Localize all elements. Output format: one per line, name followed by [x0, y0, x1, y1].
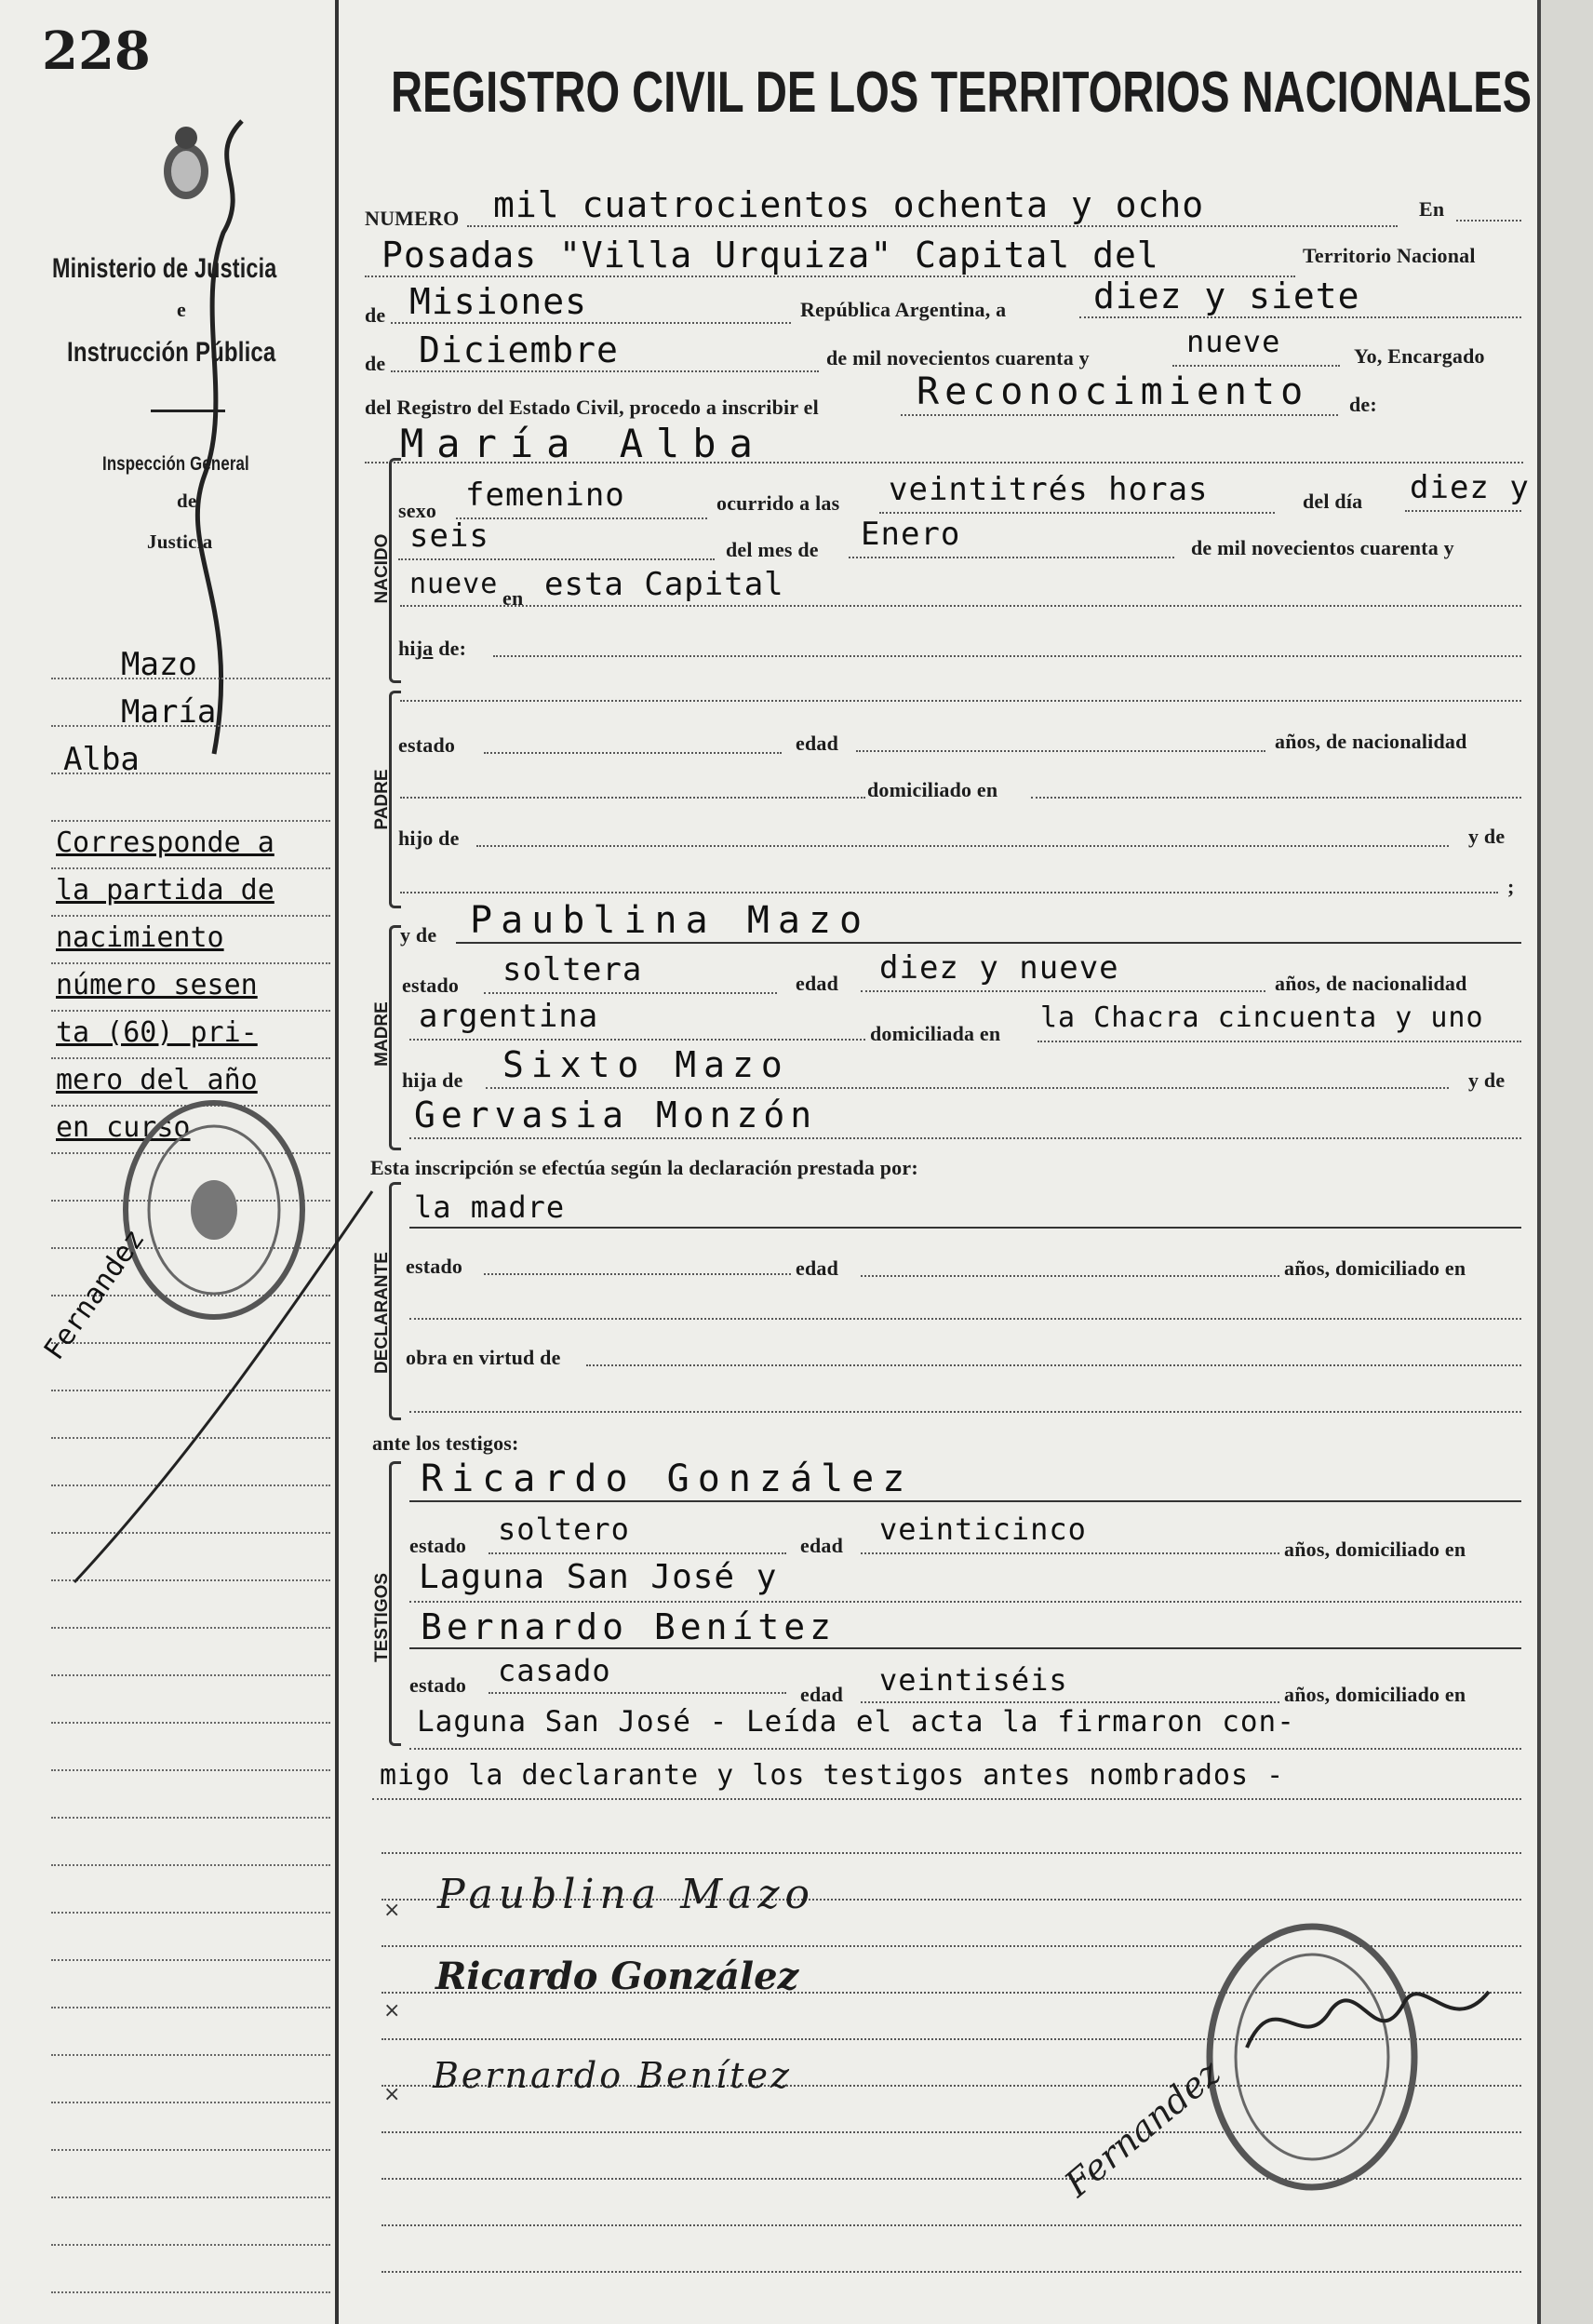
margin-rule-line [51, 2244, 330, 2246]
registrar-scribble [1238, 1964, 1498, 2075]
margin-rule-line [51, 1817, 330, 1819]
day-dots [1079, 316, 1521, 318]
signature-rule-line [382, 2271, 1521, 2273]
t1-anos-label: años, domiciliado en [1284, 1538, 1466, 1561]
padre-section-label: PADRE [372, 769, 392, 830]
margin-rule-line [51, 2054, 330, 2056]
lugar-value: esta Capital [544, 566, 784, 603]
padre-domiciliado-label: domiciliado en [867, 778, 998, 801]
margin-note-line: en curso [56, 1111, 191, 1144]
declarante-name-rule [409, 1227, 1521, 1229]
de-label: de [365, 303, 386, 327]
margin-rule-line [51, 1959, 330, 1961]
numero-label: NUMERO [365, 207, 460, 230]
margin-name-line3: Alba [63, 741, 140, 778]
madre-name-rule [456, 942, 1521, 944]
signature-ricardo: Ricardo González [435, 1955, 799, 1998]
madre-estado-dots [484, 992, 777, 994]
padre-edad-dots [856, 750, 1265, 752]
padre-estado-label: estado [398, 733, 456, 757]
madre-domicilio-value: la Chacra cincuenta y uno [1040, 1001, 1484, 1034]
dia-value-2: seis [409, 517, 489, 555]
padre-top-dots [400, 700, 1521, 702]
margin-rule-line [51, 2007, 330, 2008]
lugar-dots [400, 605, 1521, 607]
t1-edad-dots [861, 1552, 1279, 1554]
nacido-en-label: en [502, 586, 524, 610]
registro-label: del Registro del Estado Civil, procedo a inscribir el [365, 396, 819, 419]
declarante-edad-label: edad [796, 1256, 839, 1280]
nacido-section-label: NACIDO [372, 533, 392, 604]
inspection-line2: de [177, 490, 197, 512]
padre-nac-dots [400, 797, 865, 799]
t1-name-rule [409, 1500, 1521, 1502]
right-binding-strip [1541, 0, 1593, 2324]
madre-yde-label: y de [400, 923, 437, 947]
padre-dom-dots [1031, 797, 1521, 799]
t2-edad-label: edad [800, 1683, 844, 1706]
madre-edad-label: edad [796, 972, 839, 995]
t1-dom-dots [409, 1601, 1521, 1603]
year-value: nueve [1186, 324, 1281, 359]
en-dots [1456, 220, 1521, 222]
margin-diagonal-stroke [56, 1173, 382, 1601]
sig-mark-1: × [383, 1899, 401, 1922]
de2-label: de [365, 352, 386, 375]
republica-label: República Argentina, a [800, 298, 1007, 321]
madre-anos-label: años, de nacionalidad [1275, 972, 1467, 995]
sig-mark-3: × [383, 2083, 401, 2106]
padre-semicolon: ; [1507, 875, 1515, 898]
t2-estado-label: estado [409, 1673, 467, 1697]
hijo-dots [493, 655, 1521, 657]
act-value: Reconocimiento [917, 370, 1309, 413]
numero-dots [467, 225, 1398, 227]
margin-rule-line [51, 820, 330, 822]
declarante-dom-dots [409, 1318, 1521, 1320]
madre-dom-dots [1037, 1041, 1521, 1042]
t1-domicilio-value: Laguna San José y [419, 1558, 778, 1596]
month-value: Diciembre [419, 329, 619, 370]
margin-rule-line [51, 2102, 330, 2103]
padre-edad-label: edad [796, 732, 839, 755]
margin-rule-line [51, 1674, 330, 1676]
padre-estado-dots [484, 752, 782, 754]
dia-value-1: diez y [1410, 469, 1530, 506]
year-label: de mil novecientos cuarenta y [826, 346, 1090, 369]
page-title: REGISTRO CIVIL DE LOS TERRITORIOS NACIONALES [391, 60, 1533, 125]
padre-end-dots [400, 892, 1498, 893]
sig-mark-2: × [383, 1999, 401, 2022]
signature-paublina: Paublina Mazo [437, 1871, 816, 1918]
margin-name-line1: Mazo [121, 646, 197, 683]
declarante-nombre-value: la madre [414, 1189, 566, 1225]
madre-edad-value: diez y nueve [879, 949, 1119, 987]
ministry-and: e [177, 298, 186, 321]
madre-madre-value: Gervasia Monzón [414, 1095, 818, 1135]
mes-label: del mes de [726, 538, 819, 561]
t2-edad-value: veintiséis [879, 1662, 1068, 1698]
margin-rule-line [51, 2149, 330, 2151]
t1-edad-label: edad [800, 1534, 844, 1557]
madre-section-label: MADRE [372, 1001, 392, 1067]
en-label: En [1419, 197, 1445, 221]
sexo-label: sexo [398, 499, 437, 522]
testigos-section-label: TESTIGOS [372, 1572, 392, 1662]
margin-note-line: ta (60) pri- [56, 1016, 258, 1049]
t1-edad-value: veinticinco [879, 1511, 1087, 1547]
inspection-line3: Justicia [147, 531, 213, 553]
dia2-dots [398, 558, 715, 560]
madre-hija-dots [486, 1087, 1449, 1089]
territory-value: Misiones [409, 281, 588, 322]
ministry-line2: Instrucción Pública [67, 337, 276, 368]
nacido-year-label: de mil novecientos cuarenta y [1191, 536, 1454, 559]
nacido-year-value: nueve [409, 568, 499, 600]
hora-value: veintitrés horas [889, 471, 1209, 508]
margin-note-line: mero del año [56, 1064, 258, 1096]
ministry-divider [151, 410, 225, 412]
person-name: María Alba [400, 421, 766, 466]
margin-note-line: la partida de [56, 874, 274, 907]
place-value: Posadas "Villa Urquiza" Capital del [382, 235, 1159, 275]
sexo-dots [456, 517, 707, 519]
margin-rule-line [51, 2291, 330, 2293]
madre-nac-dots [409, 1039, 865, 1041]
madre-yde2-label: y de [1468, 1068, 1506, 1092]
numero-value: mil cuatrocientos ochenta y ocho [493, 184, 1205, 225]
declarante-estado-label: estado [406, 1255, 463, 1278]
signature-registrar: Fernandez [1056, 2051, 1228, 2205]
mes-value: Enero [861, 516, 961, 553]
inspection-line1: Inspección General [102, 453, 249, 475]
margin-note-line: nacimiento [56, 921, 224, 954]
mes-dots [849, 557, 1174, 558]
closing-dots [372, 1798, 1521, 1800]
padre-hijo-label: hijo de [398, 826, 460, 850]
act-dots [901, 414, 1338, 416]
margin-stamp-signature: Fernandez [37, 1223, 152, 1366]
dia-dots [1405, 510, 1521, 512]
declaracion-label: Esta inscripción se efectúa según la declaración prestada por: [370, 1156, 918, 1179]
signature-rule-line [382, 1852, 1521, 1854]
margin-name-line2: María [121, 693, 217, 731]
declarante-end-dots [409, 1411, 1521, 1413]
hijo-suffix: a [422, 637, 434, 660]
madre-domiciliada-label: domiciliada en [870, 1022, 1001, 1045]
territory-dots [391, 322, 791, 324]
month-dots [391, 370, 819, 372]
margin-rule-line [51, 1627, 330, 1629]
padre-hijo-dots [476, 845, 1449, 847]
margin-divider [335, 0, 339, 2324]
de3-label: de: [1349, 393, 1377, 416]
padre-yde-label: y de [1468, 825, 1506, 848]
day-value: diez y siete [1093, 275, 1360, 316]
t1-estado-label: estado [409, 1534, 467, 1557]
t2-domicilio-value: Laguna San José - Leída el acta la firmaron con- [417, 1705, 1295, 1739]
dia-label: del día [1303, 490, 1363, 513]
t2-dom-dots [409, 1748, 1521, 1750]
margin-rule-line [51, 1912, 330, 1914]
signature-bernardo: Bernardo Benítez [433, 2055, 792, 2096]
madre-nombre-value: Paublina Mazo [470, 899, 871, 942]
padre-anos-label: años, de nacionalidad [1275, 730, 1467, 753]
ministry-line1: Ministerio de Justicia [52, 253, 277, 284]
margin-rule-line [51, 1769, 330, 1771]
t2-estado-value: casado [498, 1653, 611, 1688]
madre-estado-label: estado [402, 974, 460, 997]
hijo-label [398, 637, 466, 661]
madre-estado-value: soltera [502, 951, 643, 988]
declarante-obra-label: obra en virtud de [406, 1346, 561, 1369]
territorio-label: Territorio Nacional [1303, 244, 1476, 267]
hora-dots [879, 512, 1275, 514]
declarante-section-label: DECLARANTE [372, 1252, 392, 1374]
t1-nombre-value: Ricardo González [421, 1458, 914, 1500]
margin-note-line: Corresponde a [56, 826, 274, 859]
madre-hija-label: hija de [402, 1068, 463, 1092]
madre-nacionalidad-value: argentina [419, 998, 599, 1035]
declarante-anos-label: años, domiciliado en [1284, 1256, 1466, 1280]
testigos-label: ante los testigos: [372, 1431, 519, 1455]
closing-text: migo la declarante y los testigos antes nombrados - [380, 1759, 1285, 1792]
margin-note-line: número sesen [56, 969, 258, 1001]
year-dots [1172, 365, 1340, 367]
sexo-value: femenino [465, 477, 625, 514]
t2-estado-dots [489, 1692, 786, 1694]
hijo-prefix: hij [398, 637, 423, 660]
margin-rule-line [51, 1722, 330, 1724]
madre-edad-dots [861, 990, 1265, 992]
declarante-estado-dots [484, 1273, 791, 1275]
t1-estado-dots [489, 1552, 786, 1554]
signature-rule-line [382, 2224, 1521, 2226]
page-number: 228 [42, 20, 151, 82]
declarante-edad-dots [861, 1275, 1279, 1277]
ocurrido-label: ocurrido a las [716, 491, 840, 515]
encargado-label: Yo, Encargado [1354, 344, 1485, 368]
t2-anos-label: años, domiciliado en [1284, 1683, 1466, 1706]
declarante-obra-dots [586, 1364, 1521, 1366]
madre-end-dots [409, 1137, 1521, 1139]
margin-rule-line [51, 2196, 330, 2198]
t1-estado-value: soltero [498, 1511, 630, 1547]
t2-name-rule [409, 1647, 1521, 1649]
t2-edad-dots [861, 1701, 1279, 1703]
hijo-de: de: [438, 637, 467, 660]
t2-nombre-value: Bernardo Benítez [421, 1606, 837, 1647]
madre-padre-value: Sixto Mazo [502, 1044, 790, 1085]
margin-rule-line [51, 1864, 330, 1866]
